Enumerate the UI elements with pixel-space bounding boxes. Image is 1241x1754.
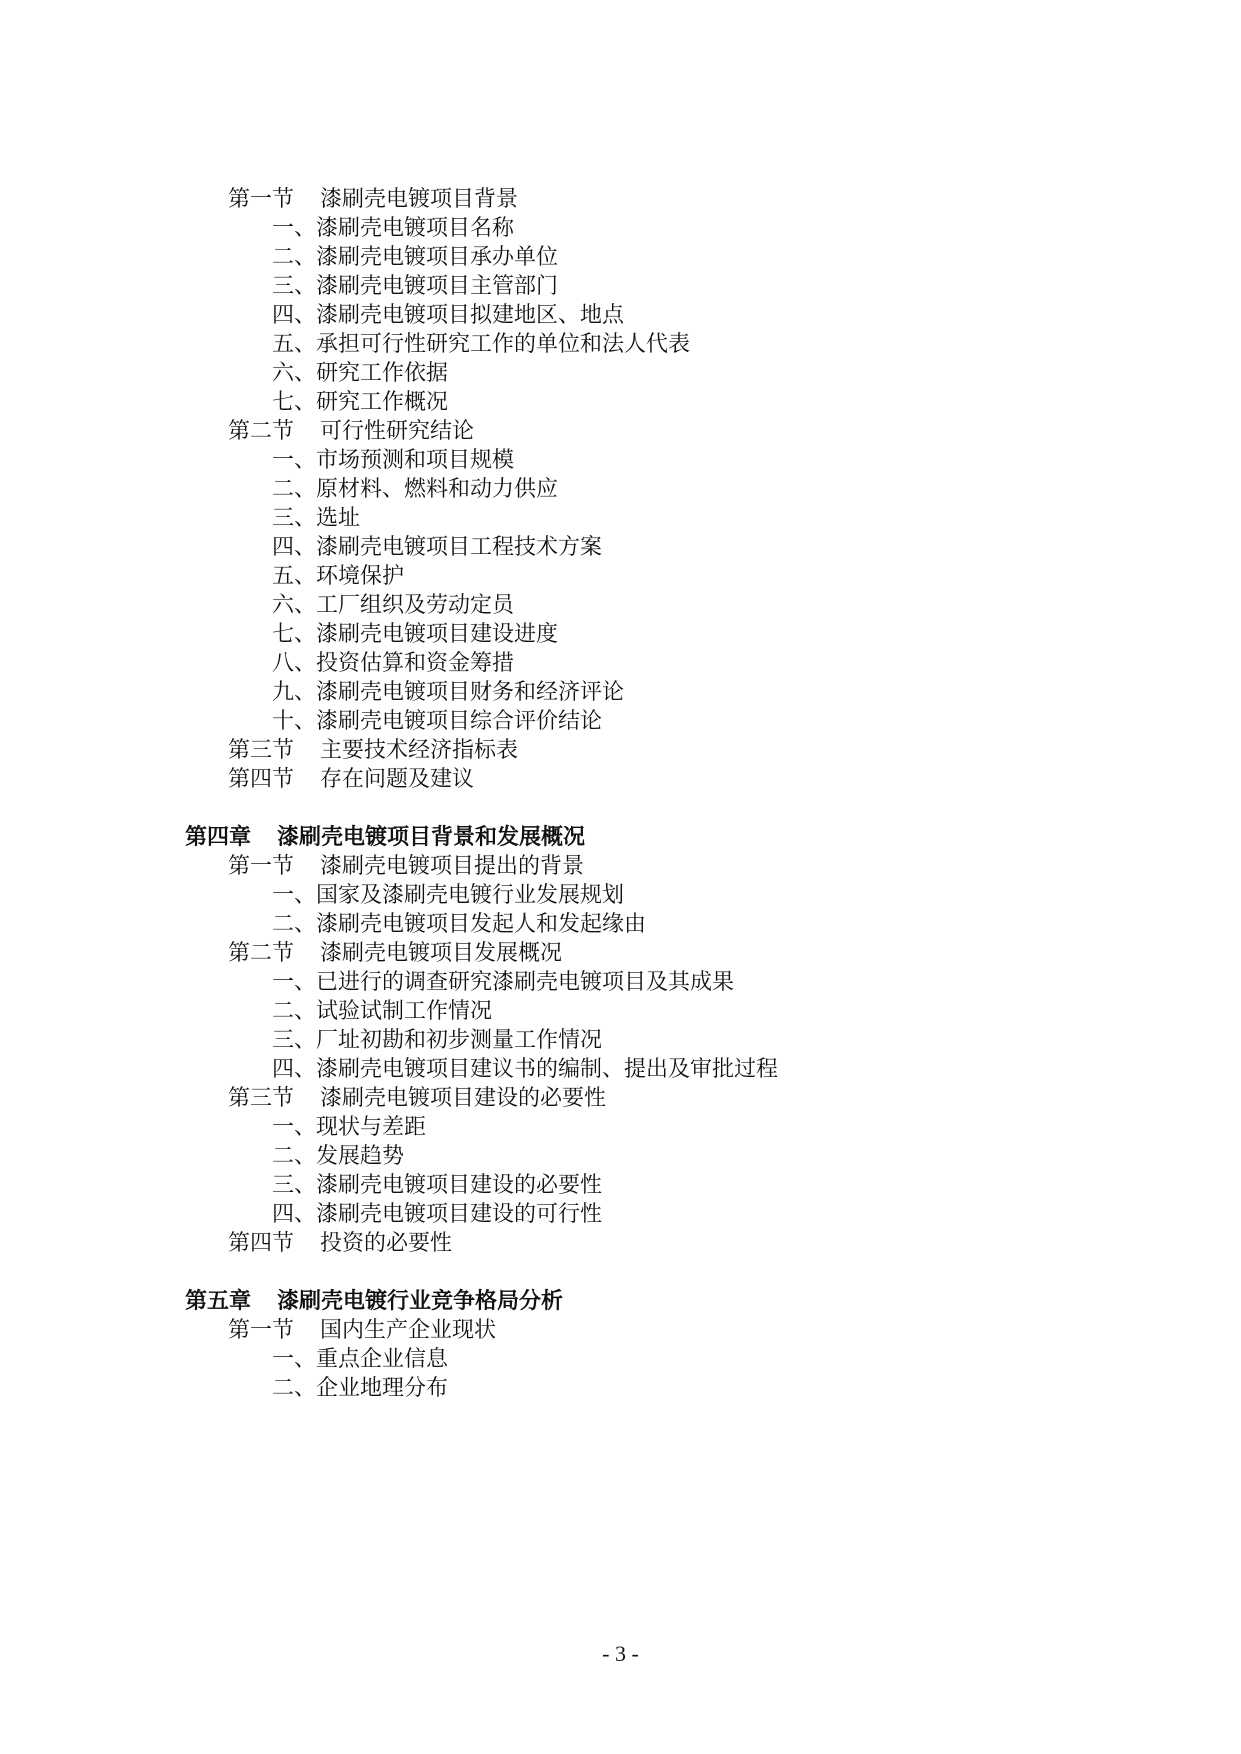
toc-title: 三、选址 xyxy=(272,506,361,531)
toc-item xyxy=(272,1374,448,1404)
toc-title: 六、研究工作依据 xyxy=(272,361,449,386)
toc-title: 一、漆刷壳电镀项目名称 xyxy=(272,216,515,241)
toc-item xyxy=(272,1055,778,1085)
toc-number: 第三节 xyxy=(228,738,295,763)
toc-title: 三、漆刷壳电镀项目主管部门 xyxy=(272,274,559,299)
toc-item xyxy=(272,707,602,737)
toc-item xyxy=(272,301,624,331)
toc-item xyxy=(272,649,514,679)
toc-title: 四、漆刷壳电镀项目建议书的编制、提出及审批过程 xyxy=(272,1057,779,1082)
toc-title: 漆刷壳电镀项目背景和发展概况 xyxy=(277,825,586,850)
toc-item xyxy=(272,997,492,1027)
toc-chapter xyxy=(185,823,585,853)
toc-section xyxy=(228,852,584,882)
toc-number: 第一节 xyxy=(228,854,295,879)
toc-title: 漆刷壳电镀行业竞争格局分析 xyxy=(277,1289,564,1314)
toc-number: 第一节 xyxy=(228,1318,295,1343)
toc-title: 三、漆刷壳电镀项目建设的必要性 xyxy=(272,1173,603,1198)
toc-title: 二、漆刷壳电镀项目承办单位 xyxy=(272,245,559,270)
toc-title: 存在问题及建议 xyxy=(320,767,475,792)
toc-title: 漆刷壳电镀项目背景 xyxy=(320,187,519,212)
toc-item xyxy=(272,388,448,418)
toc-item xyxy=(272,330,690,360)
toc-title: 二、漆刷壳电镀项目发起人和发起缘由 xyxy=(272,912,647,937)
toc-title: 六、工厂组织及劳动定员 xyxy=(272,593,515,618)
toc-title: 漆刷壳电镀项目提出的背景 xyxy=(320,854,585,879)
toc-title: 一、现状与差距 xyxy=(272,1115,427,1140)
toc-title: 一、市场预测和项目规模 xyxy=(272,448,515,473)
toc-number: 第四节 xyxy=(228,1231,295,1256)
toc-item xyxy=(272,968,734,998)
toc-section xyxy=(228,185,518,215)
toc-section xyxy=(228,736,518,766)
toc-section xyxy=(228,765,474,795)
page-number: - 3 - xyxy=(602,1641,639,1666)
toc-title: 可行性研究结论 xyxy=(320,419,475,444)
toc-item xyxy=(272,1113,426,1143)
toc-section xyxy=(228,1316,496,1346)
toc-item xyxy=(272,1171,602,1201)
toc-number: 第四章 xyxy=(185,825,252,850)
toc-item xyxy=(272,446,514,476)
toc-item xyxy=(272,591,514,621)
toc-title: 漆刷壳电镀项目发展概况 xyxy=(320,941,563,966)
toc-item xyxy=(272,272,558,302)
toc-item xyxy=(272,1345,448,1375)
toc-item xyxy=(272,533,602,563)
toc-title: 五、承担可行性研究工作的单位和法人代表 xyxy=(272,332,691,357)
toc-title: 二、发展趋势 xyxy=(272,1144,405,1169)
toc-title: 主要技术经济指标表 xyxy=(320,738,519,763)
toc-title: 九、漆刷壳电镀项目财务和经济评论 xyxy=(272,680,625,705)
toc-section xyxy=(228,1084,606,1114)
toc-item xyxy=(272,1026,602,1056)
toc-item xyxy=(272,562,404,592)
toc-number: 第四节 xyxy=(228,767,295,792)
toc-item xyxy=(272,1142,404,1172)
toc-number: 第一节 xyxy=(228,187,295,212)
toc-section xyxy=(228,939,562,969)
toc-item xyxy=(272,504,360,534)
toc-item xyxy=(272,475,558,505)
toc-chapter xyxy=(185,1287,563,1317)
toc-item xyxy=(272,910,646,940)
toc-number: 第二节 xyxy=(228,419,295,444)
toc-section xyxy=(228,417,474,447)
toc-number: 第二节 xyxy=(228,941,295,966)
toc-title: 四、漆刷壳电镀项目工程技术方案 xyxy=(272,535,603,560)
toc-section xyxy=(228,1229,452,1259)
toc-item xyxy=(272,620,558,650)
toc-number: 第五章 xyxy=(185,1289,252,1314)
toc-title: 二、试验试制工作情况 xyxy=(272,999,493,1024)
toc-item xyxy=(272,243,558,273)
toc-title: 投资的必要性 xyxy=(320,1231,453,1256)
toc-title: 七、漆刷壳电镀项目建设进度 xyxy=(272,622,559,647)
toc-title: 三、厂址初勘和初步测量工作情况 xyxy=(272,1028,603,1053)
toc-item xyxy=(272,678,624,708)
toc-title: 一、国家及漆刷壳电镀行业发展规划 xyxy=(272,883,625,908)
toc-title: 国内生产企业现状 xyxy=(320,1318,497,1343)
toc-title: 八、投资估算和资金筹措 xyxy=(272,651,515,676)
toc-title: 二、企业地理分布 xyxy=(272,1376,449,1401)
toc-title: 漆刷壳电镀项目建设的必要性 xyxy=(320,1086,607,1111)
toc-number: 第三节 xyxy=(228,1086,295,1111)
toc-title: 四、漆刷壳电镀项目建设的可行性 xyxy=(272,1202,603,1227)
toc-title: 一、重点企业信息 xyxy=(272,1347,449,1372)
toc-item xyxy=(272,1200,602,1230)
toc-title: 七、研究工作概况 xyxy=(272,390,449,415)
toc-item xyxy=(272,359,448,389)
toc-title: 五、环境保护 xyxy=(272,564,405,589)
toc-title: 一、已进行的调查研究漆刷壳电镀项目及其成果 xyxy=(272,970,735,995)
toc-title: 十、漆刷壳电镀项目综合评价结论 xyxy=(272,709,603,734)
toc-title: 四、漆刷壳电镀项目拟建地区、地点 xyxy=(272,303,625,328)
toc-item xyxy=(272,881,624,911)
toc-item xyxy=(272,214,514,244)
toc-title: 二、原材料、燃料和动力供应 xyxy=(272,477,559,502)
